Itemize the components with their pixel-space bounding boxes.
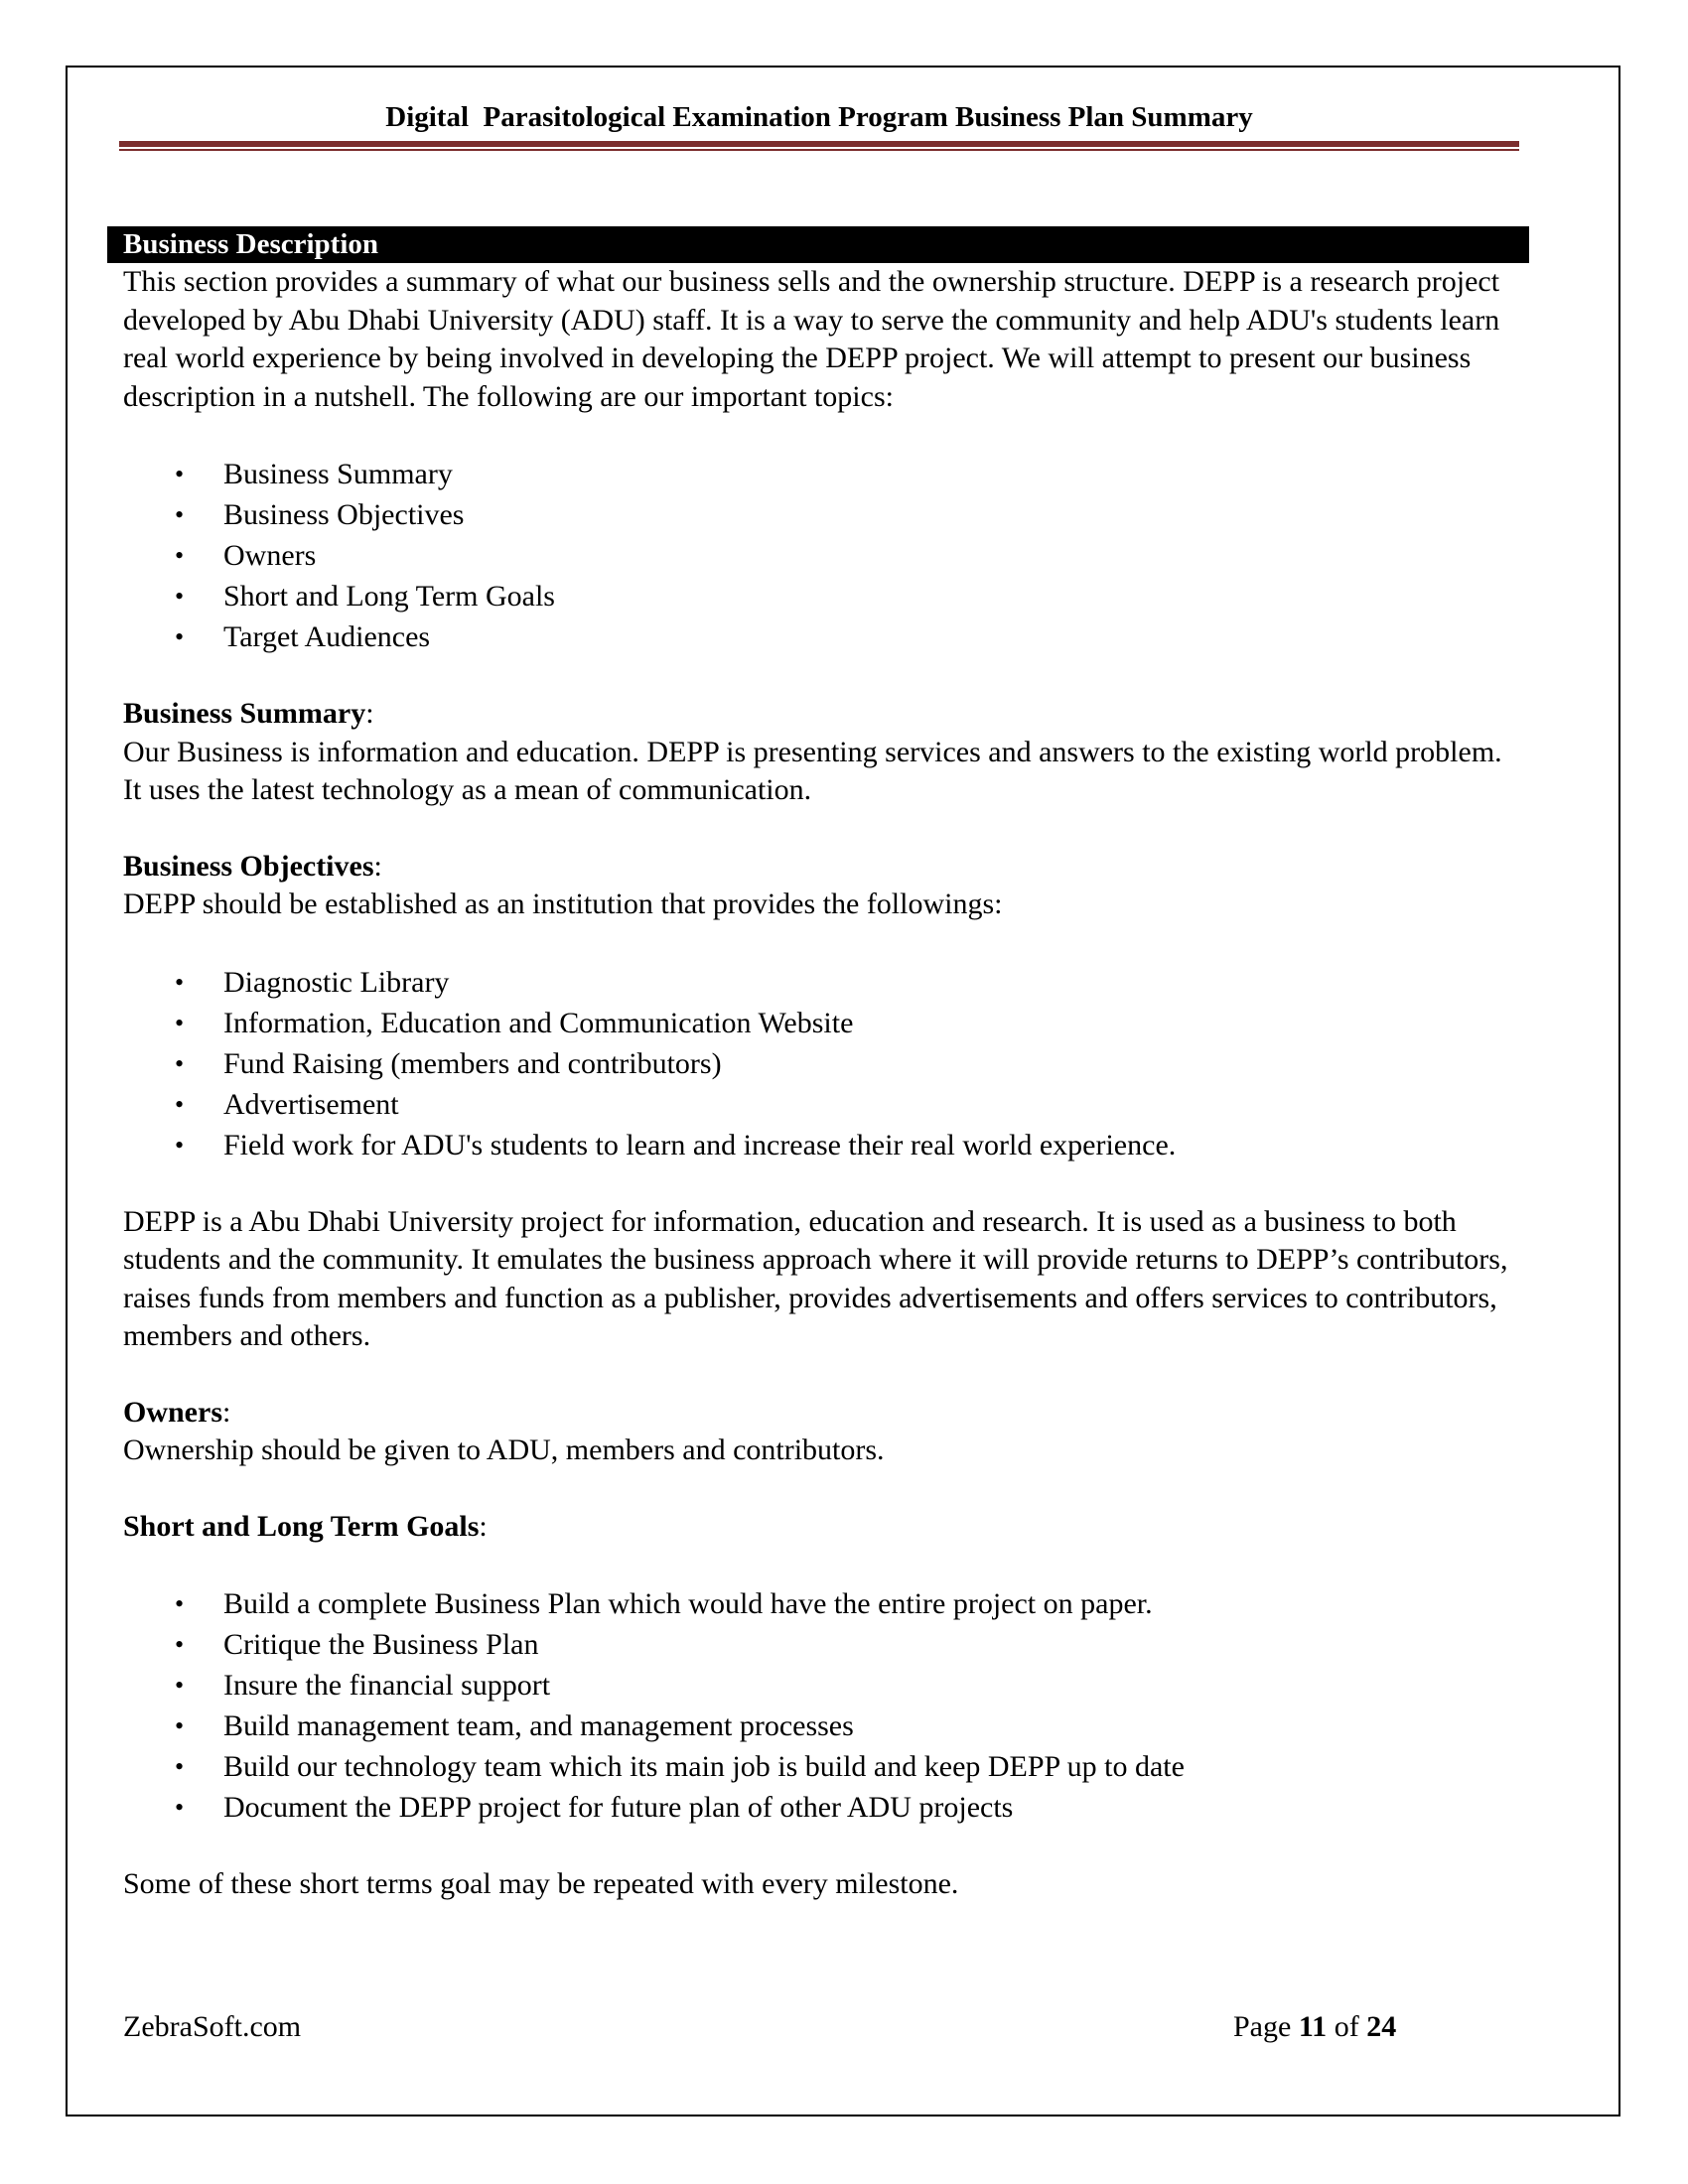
list-item: • Diagnostic Library <box>123 962 1523 1003</box>
list-item: • Business Summary <box>123 454 1523 494</box>
bullet-icon: • <box>175 967 185 997</box>
bullet-icon: • <box>175 1630 185 1659</box>
list-item: • Owners <box>123 535 1523 576</box>
list-item: • Build management team, and management processes <box>123 1706 1523 1746</box>
bullet-icon: • <box>175 500 185 529</box>
list-item: • Business Objectives <box>123 494 1523 535</box>
bullet-icon: • <box>175 460 185 488</box>
section-intro-paragraph: This section provides a summary of what our business sells and the ownership structure. DEPP is a research project developed by Abu Dhabi University (ADU) staff. It is a way to serve the community and help ADU's students learn real world experience by being involved in developing the DEPP project. We will attempt to present our business description in a nutshell. The following are our important topics: <box>123 265 1500 413</box>
document-body <box>123 226 1523 1904</box>
business-objectives-paragraph: DEPP is a Abu Dhabi University project for information, education and research. It is used as a business to both students and the community. It emulates the business approach where it will provide returns to DEPP’s contributors, raises funds from members and function as a publisher, provides advertisements and offers services to contributors, members and others. <box>123 1204 1508 1352</box>
bullet-icon: • <box>175 1089 185 1119</box>
bullet-icon: • <box>175 1671 185 1700</box>
bullet-icon: • <box>175 622 185 651</box>
topics-list <box>123 454 1523 657</box>
section-heading-bar: Business Description <box>107 226 1529 263</box>
list-item: • Field work for ADU's students to learn and increase their real world experience. <box>123 1125 1523 1165</box>
goals-closing-text: Some of these short terms goal may be repeated with every milestone. <box>123 1867 959 1900</box>
footer-page-number: Page 11 of 24 <box>1233 2010 1397 2043</box>
list-item: • Build our technology team which its main job is build and keep DEPP up to date <box>123 1746 1523 1787</box>
goals-list <box>123 1583 1523 1828</box>
footer-site: ZebraSoft.com <box>123 2010 302 2043</box>
list-item: • Critique the Business Plan <box>123 1624 1523 1665</box>
list-item: • Target Audiences <box>123 616 1523 657</box>
bullet-icon: • <box>175 1130 185 1160</box>
bullet-icon: • <box>175 1589 185 1618</box>
business-objectives-text: DEPP should be established as an institution that provides the followings: <box>123 887 1003 920</box>
bullet-icon: • <box>175 582 185 611</box>
owners-text: Ownership should be given to ADU, members and contributors. <box>123 1433 885 1466</box>
business-summary-heading: Business Summary: <box>123 697 374 730</box>
bullet-icon: • <box>175 1711 185 1740</box>
bullet-icon: • <box>175 1793 185 1822</box>
owners-heading: Owners: <box>123 1395 231 1429</box>
objectives-list <box>123 962 1523 1165</box>
list-item: • Insure the financial support <box>123 1665 1523 1706</box>
list-item: • Fund Raising (members and contributors) <box>123 1043 1523 1084</box>
business-objectives-heading: Business Objectives: <box>123 849 382 883</box>
list-item: • Advertisement <box>123 1084 1523 1125</box>
list-item: • Short and Long Term Goals <box>123 576 1523 616</box>
list-item: • Build a complete Business Plan which would have the entire project on paper. <box>123 1583 1523 1624</box>
list-item: • Information, Education and Communication Website <box>123 1003 1523 1043</box>
list-item: • Document the DEPP project for future plan of other ADU projects <box>123 1787 1523 1828</box>
page-header-title: Digital Parasitological Examination Program Business Plan Summary <box>385 101 1253 133</box>
business-summary-text: Our Business is information and education. DEPP is presenting services and answers to the existing world problem. It uses the latest technology as a mean of communication. <box>123 735 1502 806</box>
bullet-icon: • <box>175 1008 185 1037</box>
bullet-icon: • <box>175 1752 185 1781</box>
header-rule-thin <box>119 149 1519 151</box>
goals-heading: Short and Long Term Goals: <box>123 1509 488 1543</box>
bullet-icon: • <box>175 541 185 570</box>
bullet-icon: • <box>175 1048 185 1078</box>
header-rule <box>119 141 1519 147</box>
